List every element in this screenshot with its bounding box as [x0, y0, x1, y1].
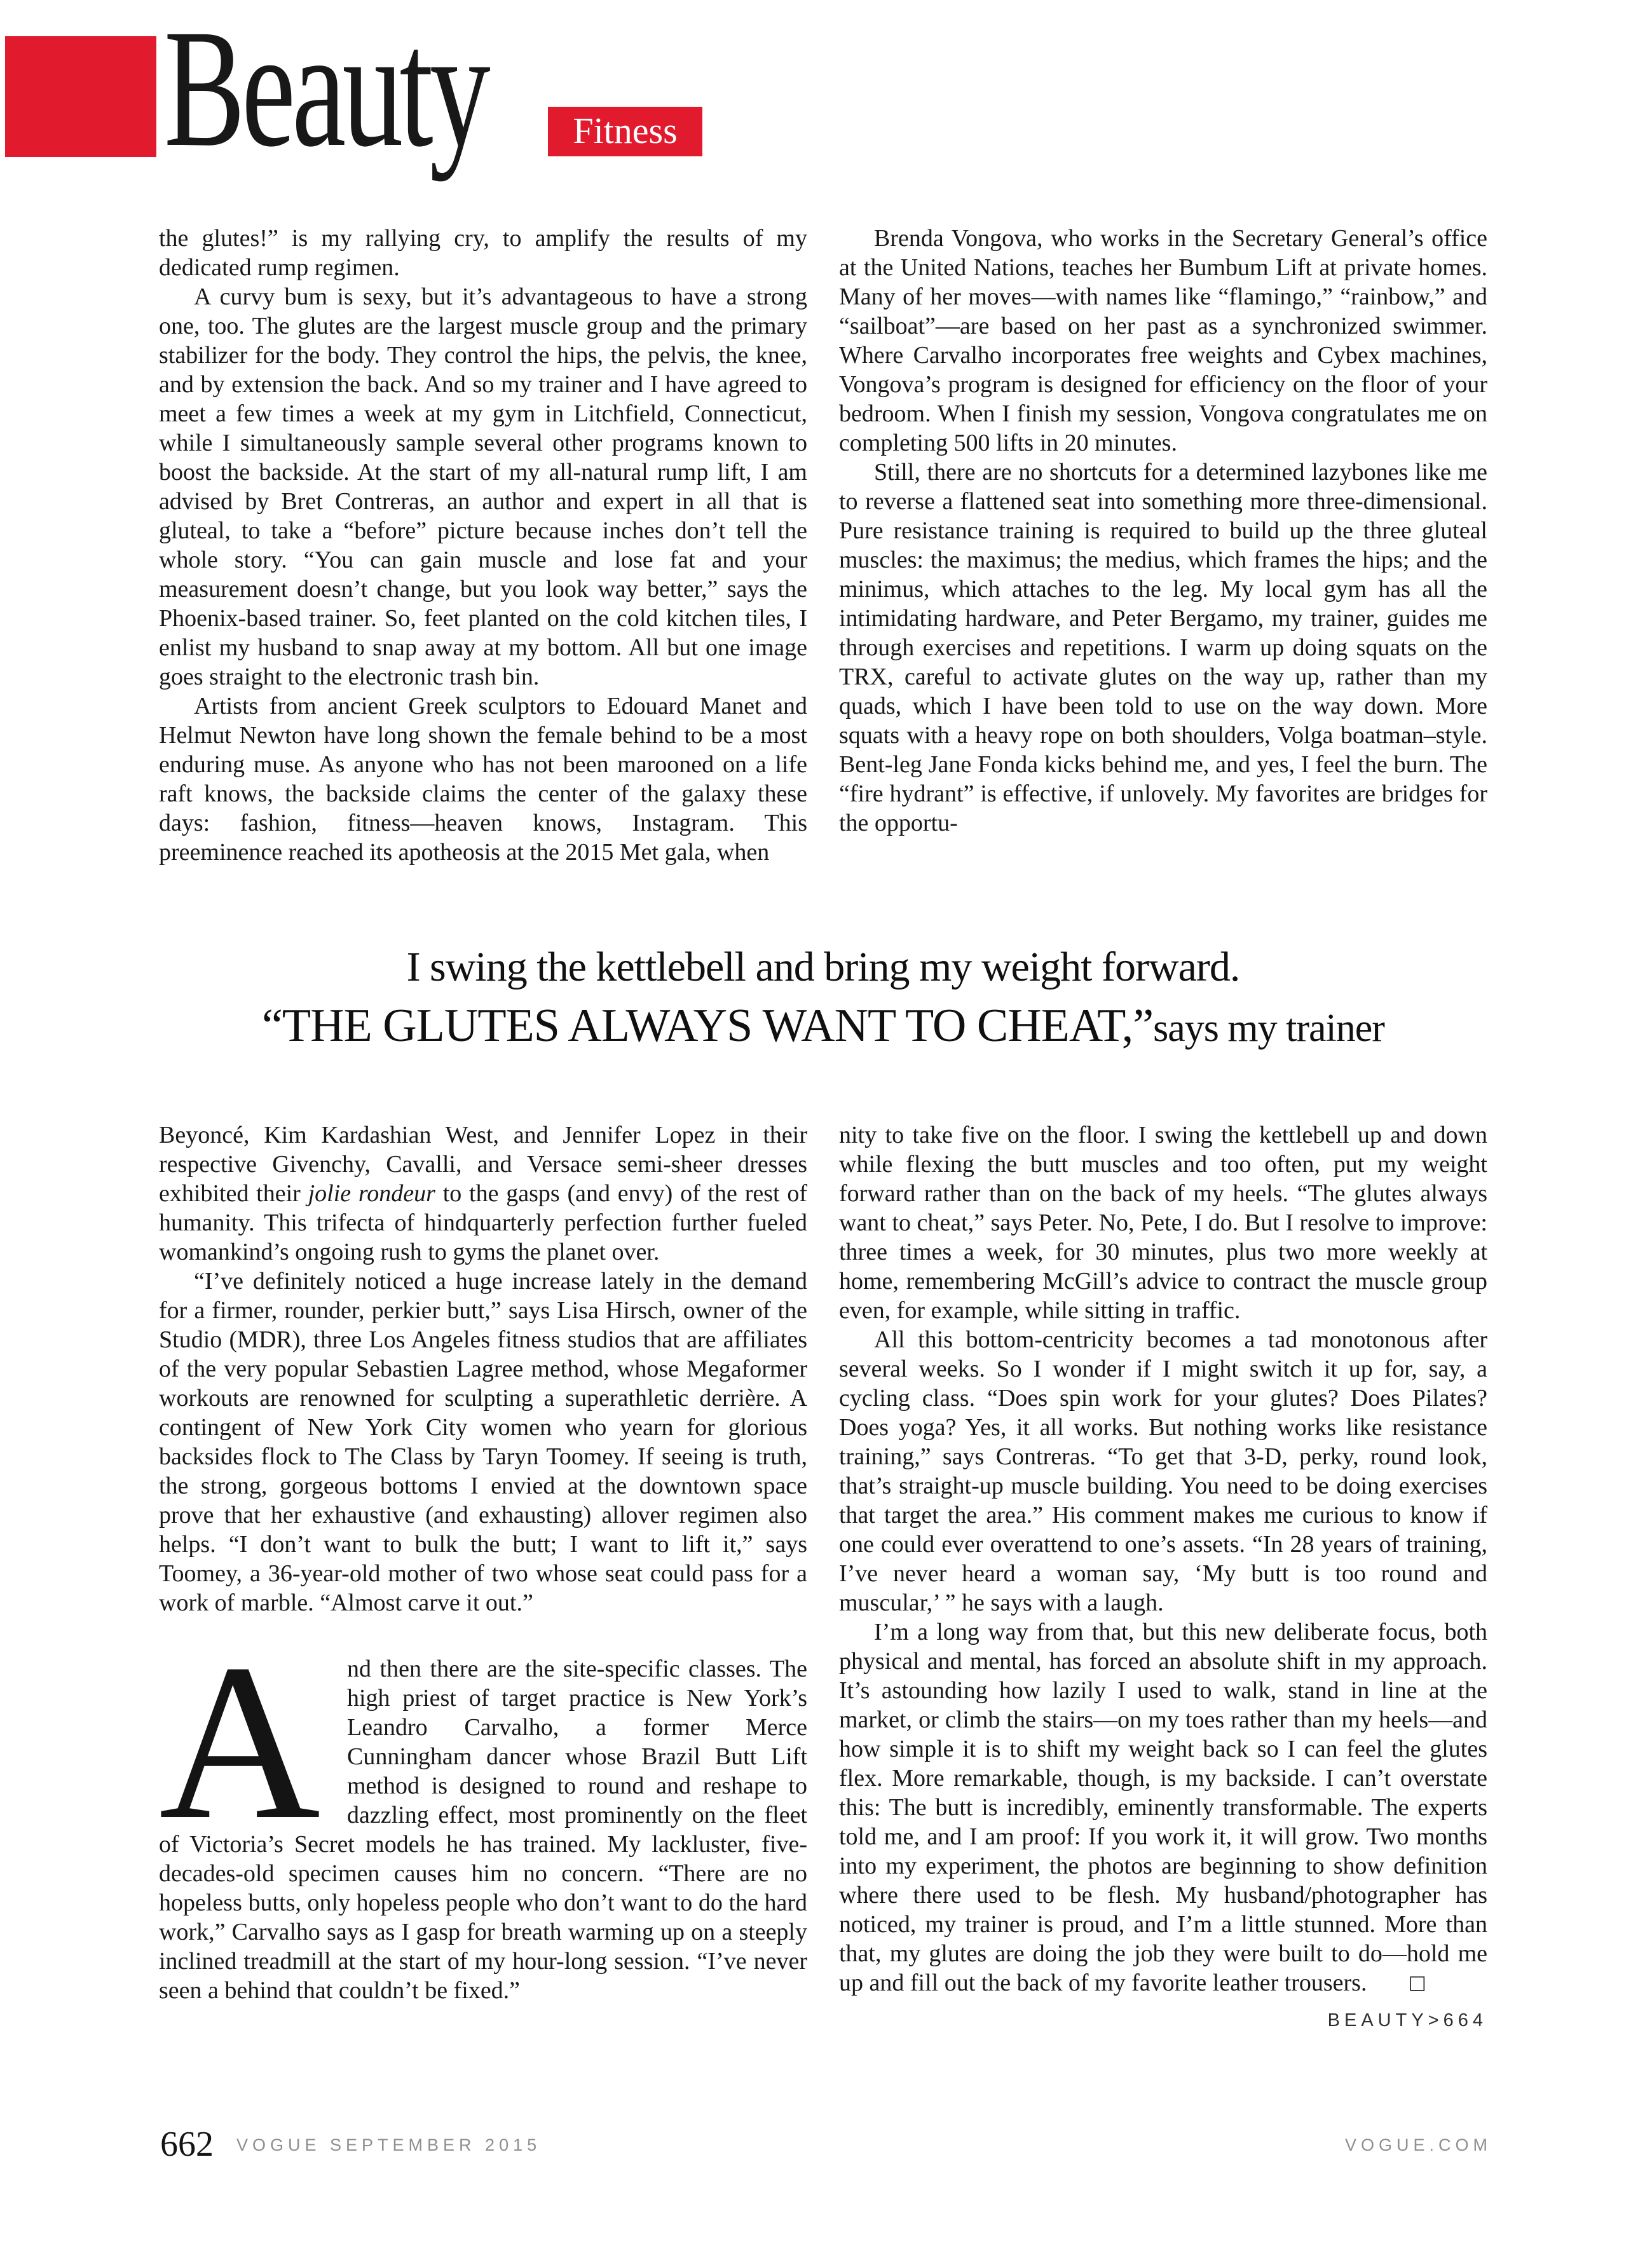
paragraph: All this bottom-centricity becomes a tad monotonous after several weeks. So I wonder if I might switch it up for, say, a cycling class. “Does spin work for your glutes? Does Pilates? Does yoga? Yes, it all works. But nothing works like resistance training,” says Contreras. “To get that 3-D, perky, round look, that’s straight-up muscle building. You need to be doing exercises that target the area.” His comment makes me curious to know if one could ever overattend to one’s assets. “In 28 years of training, I’ve never heard a woman say, ‘My butt is too round and muscular,’ ” he says with a laugh. — [839, 1326, 1487, 1616]
section-title: Beauty — [164, 0, 487, 182]
paragraph — [159, 1120, 807, 1267]
page-number: 662 — [160, 2125, 214, 2164]
paragraph: A curvy bum is sexy, but it’s advantageous to have a strong one, too. The glutes are the largest muscle group and the primary stabilizer for the body. They control the hips, the pelvis, the knee, and by extension the back. And so my trainer and I have agreed to meet a few times a week at my gym in Litchfield, Connecticut, while I simultaneously sample several other programs known to boost the backside. At the start of my all-natural rump lift, I am advised by Bret Contreras, an author and expert in all that is gluteal, to take a “before” picture because inches don’t tell the whole story. “You can gain muscle and lose fat and your measurement doesn’t change, but you look way better,” says the Phoenix-based trainer. So, feet planted on the cold kitchen tiles, I enlist my husband to snap away at my bottom. All but one image goes straight to the electronic trash bin. — [159, 283, 807, 690]
pull-quote-attribution: says my trainer — [1153, 1007, 1384, 1050]
paragraph: “I’ve definitely noticed a huge increase lately in the demand for a firmer, rounder, perkier butt,” says Lisa Hirsch, owner of the Studio (MDR), three Los Angeles fitness studios that are affiliates of the very popular Sebastien Lagree method, whose Megaformer workouts are renowned for sculpting a superathletic derrière. A contingent of New York City women who yearn for glorious backsides flock to The Class by Taryn Toomey. If seeing is truth, the strong, gorgeous bottoms I envied at the downtown space prove that her exhaustive (and exhausting) allover regimen also helps. “I don’t want to bulk the butt; I want to lift it,” says Toomey, a 36-year-old mother of two whose seat could pass for a work of marble. “Almost carve it out.” — [159, 1268, 807, 1616]
italic-phrase: jolie rondeur — [308, 1180, 435, 1207]
pull-quote-line-2 — [159, 995, 1487, 1059]
jump-reference: BEAUTY>664 — [1327, 2010, 1487, 2031]
end-of-article-icon: □ — [1408, 1971, 1426, 1994]
subsection-badge — [548, 107, 702, 156]
paragraph: Still, there are no shortcuts for a determined lazybones like me to reverse a flattened seat into something more three-dimensional. Pure resistance training is required to build up the three gluteal muscles: the maximus; the medius, which frames the hips; and the minimus, which attaches to the leg. My local gym has all the intimidating hardware, and Peter Bergamo, my trainer, guides me through exercises and repetitions. I warm up doing squats on the TRX, careful to activate glutes on the way up, rather than my quads, which I have been told to use on the way down. More squats with a heavy rope on both shoulders, Volga boatman–style. Bent-leg Jane Fonda kicks behind me, and yes, I feel the burn. The “fire hydrant” is effective, if unlovely. My favorites are bridges for the opportu- — [839, 459, 1487, 836]
issue-label: VOGUE SEPTEMBER 2015 — [236, 2135, 542, 2154]
paragraph: the glutes!” is my rallying cry, to amplify the results of my dedicated rump regimen. — [159, 225, 807, 281]
pull-quote-caps: “THE GLUTES ALWAYS WANT TO CHEAT,” — [262, 1000, 1154, 1052]
subsection-label: Fitness — [573, 109, 678, 151]
upper-left-column — [159, 224, 807, 867]
paragraph-text: to the gasps (and envy) of the rest of humanity. This trifecta of hindquarterly perfection further fueled womankind’s ongoing rush to gyms the planet over. — [159, 1180, 807, 1265]
paragraph: nity to take five on the floor. I swing the kettlebell up and down while flexing the butt muscles and too often, put my weight forward rather than on the back of my heels. “The glutes always want to cheat,” says Peter. No, Pete, I do. But I resolve to improve: three times a week, for 30 minutes, plus two more weekly at home, remembering McGill’s advice to contract the muscle group even, for example, while sitting in traffic. — [839, 1122, 1487, 1324]
paragraph-text: nd then there are the site-specific classes. The high priest of target practice is New York’s Leandro Carvalho, a former Merce Cunningham dancer whose Brazil Butt Lift method is designed to round and reshape to dazzling effect, most prominently on the fleet of Victoria’s Secret models he has trained. My lackluster, five-decades-old specimen causes him no concern. “There are no hopeless butts, only hopeless people who don’t want to do the hard work,” Carvalho says as I gasp for breath warming up on a steeply inclined treadmill at the start of my hour-long session. “I’ve never seen a behind that couldn’t be fixed.” — [159, 1656, 807, 2004]
drop-cap: A — [159, 1618, 321, 1866]
paragraph — [839, 1617, 1487, 2031]
paragraph-text: Beyoncé, Kim Kardashian West, and Jennifer Lopez in their respective Givenchy, Cavalli, and Versace semi-sheer dresses exhibited their — [159, 1122, 807, 1207]
lower-right-column — [839, 1120, 1487, 2035]
lower-left-column — [159, 1120, 807, 2005]
red-square — [5, 36, 156, 157]
paragraph: Artists from ancient Greek sculptors to Edouard Manet and Helmut Newton have long shown the female behind to be a most enduring muse. As anyone who has not been marooned on a life raft knows, the backside claims the center of the galaxy these days: fashion, fitness—heaven knows, Instagram. This preeminence reached its apotheosis at the 2015 Met gala, when — [159, 693, 807, 866]
paragraph-text: I’m a long way from that, but this new deliberate focus, both physical and mental, has forced an absolute shift in my approach. It’s astounding how lazily I used to walk, stand in line at the market, or climb the stairs—on my toes rather than my heels—and how simple it is to shift my weight back so I can feel the glutes flex. More remarkable, though, is my backside. I can’t overstate this: The butt is incredibly, eminently transformable. The experts told me, and I am proof: If you work it, it will grow. Two months into my experiment, the photos are beginning to show definition where there used to be flesh. My husband/photographer has noticed, my trainer is proud, and I’m a little stunned. More than that, my glutes are doing the job they were built to do—hold me up and fill out the back of my favorite leather trousers. — [839, 1619, 1487, 1996]
upper-right-column — [839, 224, 1487, 838]
pull-quote — [159, 939, 1487, 1059]
pull-quote-line-1: I swing the kettlebell and bring my weight forward. — [406, 944, 1240, 990]
site-label: VOGUE.COM — [1344, 2135, 1492, 2154]
paragraph: Brenda Vongova, who works in the Secretary General’s office at the United Nations, teaches her Bumbum Lift at private homes. Many of her moves—with names like “flamingo,” “rainbow,” and “sailboat”—are based on her past as a synchronized swimmer. Where Carvalho incorporates free weights and Cybex machines, Vongova’s program is designed for efficiency on the floor of your bedroom. When I finish my session, Vongova congratulates me on completing 500 lifts in 20 minutes. — [839, 225, 1487, 456]
drop-cap-paragraph — [159, 1618, 807, 2005]
